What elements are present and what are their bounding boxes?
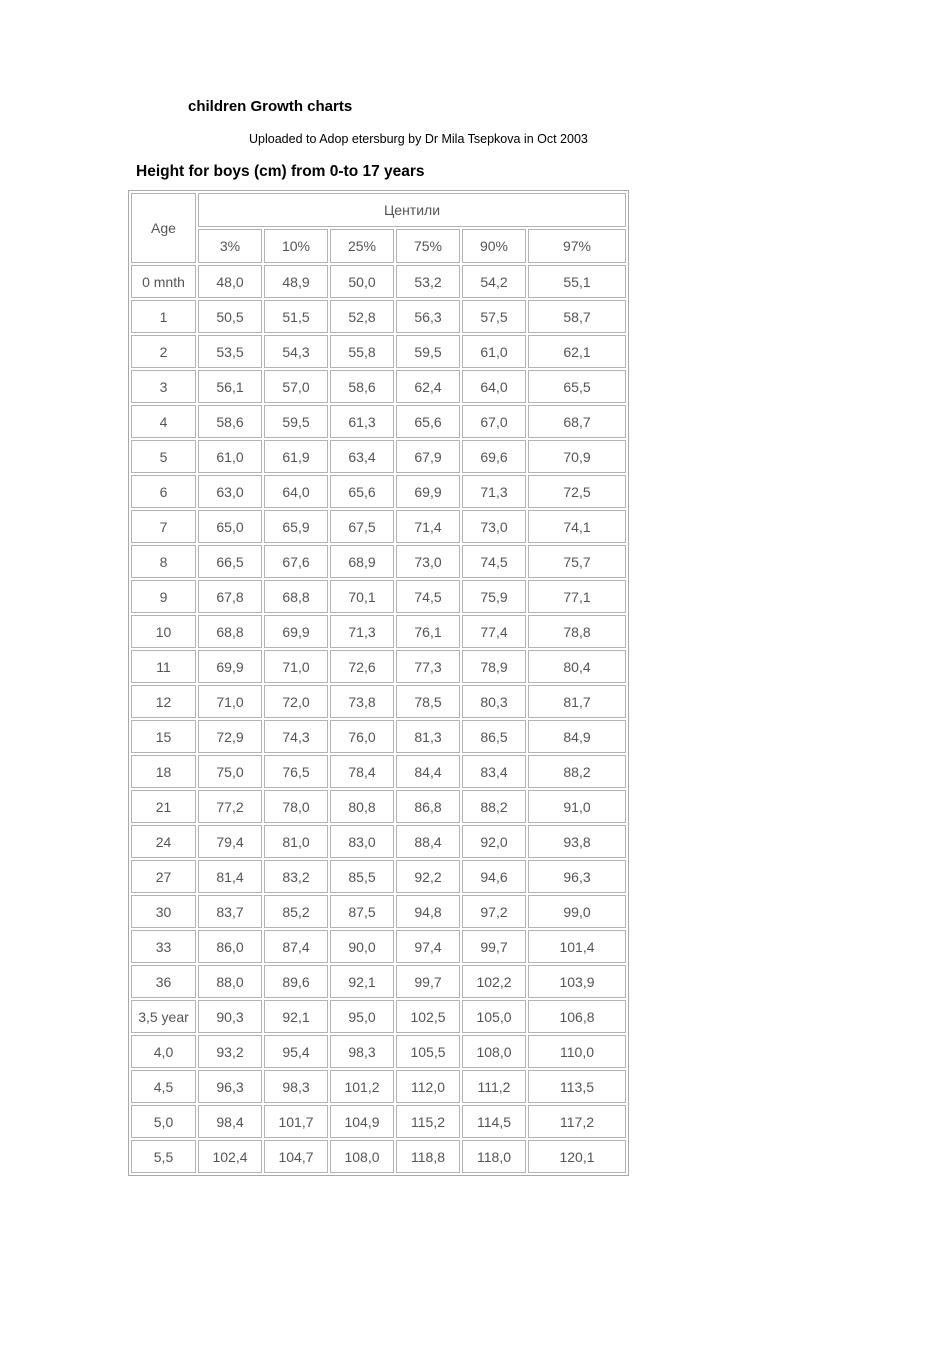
value-cell: 61,3 xyxy=(330,405,394,438)
value-cell: 59,5 xyxy=(396,335,460,368)
value-cell: 93,2 xyxy=(198,1035,262,1068)
age-cell: 4 xyxy=(131,405,196,438)
value-cell: 69,6 xyxy=(462,440,526,473)
table-row xyxy=(131,930,626,963)
value-cell: 70,1 xyxy=(330,580,394,613)
table-row xyxy=(131,475,626,508)
value-cell: 72,0 xyxy=(264,685,328,718)
value-cell: 85,5 xyxy=(330,860,394,893)
value-cell: 78,8 xyxy=(528,615,626,648)
value-cell: 85,2 xyxy=(264,895,328,928)
value-cell: 110,0 xyxy=(528,1035,626,1068)
value-cell: 90,3 xyxy=(198,1000,262,1033)
age-cell: 5,5 xyxy=(131,1140,196,1173)
value-cell: 101,4 xyxy=(528,930,626,963)
age-cell: 1 xyxy=(131,300,196,333)
value-cell: 62,4 xyxy=(396,370,460,403)
age-cell: 4,0 xyxy=(131,1035,196,1068)
value-cell: 68,7 xyxy=(528,405,626,438)
value-cell: 101,7 xyxy=(264,1105,328,1138)
value-cell: 72,5 xyxy=(528,475,626,508)
value-cell: 73,0 xyxy=(462,510,526,543)
age-cell: 15 xyxy=(131,720,196,753)
table-row xyxy=(131,335,626,368)
value-cell: 104,7 xyxy=(264,1140,328,1173)
value-cell: 57,0 xyxy=(264,370,328,403)
value-cell: 99,0 xyxy=(528,895,626,928)
table-row xyxy=(131,825,626,858)
age-cell: 12 xyxy=(131,685,196,718)
percentile-header: 75% xyxy=(396,229,460,263)
value-cell: 74,3 xyxy=(264,720,328,753)
age-cell: 5,0 xyxy=(131,1105,196,1138)
table-row xyxy=(131,580,626,613)
value-cell: 77,2 xyxy=(198,790,262,823)
value-cell: 73,0 xyxy=(396,545,460,578)
value-cell: 88,2 xyxy=(462,790,526,823)
value-cell: 69,9 xyxy=(264,615,328,648)
age-cell: 33 xyxy=(131,930,196,963)
value-cell: 51,5 xyxy=(264,300,328,333)
table-row xyxy=(131,300,626,333)
value-cell: 87,4 xyxy=(264,930,328,963)
value-cell: 80,8 xyxy=(330,790,394,823)
document-subtitle: Uploaded to Adop etersburg by Dr Mila Tsepkova in Oct 2003 xyxy=(249,132,588,146)
value-cell: 65,6 xyxy=(330,475,394,508)
value-cell: 98,3 xyxy=(264,1070,328,1103)
value-cell: 63,0 xyxy=(198,475,262,508)
table-row xyxy=(131,720,626,753)
value-cell: 57,5 xyxy=(462,300,526,333)
age-cell: 0 mnth xyxy=(131,265,196,298)
value-cell: 115,2 xyxy=(396,1105,460,1138)
age-cell: 3,5 year xyxy=(131,1000,196,1033)
value-cell: 93,8 xyxy=(528,825,626,858)
value-cell: 75,0 xyxy=(198,755,262,788)
value-cell: 78,9 xyxy=(462,650,526,683)
value-cell: 92,0 xyxy=(462,825,526,858)
value-cell: 79,4 xyxy=(198,825,262,858)
value-cell: 77,1 xyxy=(528,580,626,613)
percentile-header: 25% xyxy=(330,229,394,263)
value-cell: 95,4 xyxy=(264,1035,328,1068)
value-cell: 99,7 xyxy=(396,965,460,998)
age-cell: 30 xyxy=(131,895,196,928)
value-cell: 81,3 xyxy=(396,720,460,753)
value-cell: 104,9 xyxy=(330,1105,394,1138)
value-cell: 66,5 xyxy=(198,545,262,578)
value-cell: 63,4 xyxy=(330,440,394,473)
value-cell: 68,8 xyxy=(264,580,328,613)
value-cell: 90,0 xyxy=(330,930,394,963)
table-row xyxy=(131,405,626,438)
value-cell: 70,9 xyxy=(528,440,626,473)
value-cell: 71,0 xyxy=(264,650,328,683)
value-cell: 76,5 xyxy=(264,755,328,788)
value-cell: 62,1 xyxy=(528,335,626,368)
value-cell: 118,0 xyxy=(462,1140,526,1173)
value-cell: 78,0 xyxy=(264,790,328,823)
value-cell: 64,0 xyxy=(264,475,328,508)
value-cell: 83,0 xyxy=(330,825,394,858)
value-cell: 102,4 xyxy=(198,1140,262,1173)
value-cell: 92,2 xyxy=(396,860,460,893)
value-cell: 55,8 xyxy=(330,335,394,368)
age-cell: 7 xyxy=(131,510,196,543)
document-title: children Growth charts xyxy=(188,98,353,115)
value-cell: 76,0 xyxy=(330,720,394,753)
age-cell: 9 xyxy=(131,580,196,613)
value-cell: 67,5 xyxy=(330,510,394,543)
table-row xyxy=(131,370,626,403)
value-cell: 81,0 xyxy=(264,825,328,858)
value-cell: 69,9 xyxy=(396,475,460,508)
age-cell: 11 xyxy=(131,650,196,683)
value-cell: 61,9 xyxy=(264,440,328,473)
percentile-header: 90% xyxy=(462,229,526,263)
value-cell: 55,1 xyxy=(528,265,626,298)
value-cell: 65,0 xyxy=(198,510,262,543)
value-cell: 68,9 xyxy=(330,545,394,578)
value-cell: 98,4 xyxy=(198,1105,262,1138)
value-cell: 48,0 xyxy=(198,265,262,298)
value-cell: 91,0 xyxy=(528,790,626,823)
value-cell: 114,5 xyxy=(462,1105,526,1138)
age-cell: 27 xyxy=(131,860,196,893)
value-cell: 65,5 xyxy=(528,370,626,403)
table-row xyxy=(131,265,626,298)
value-cell: 61,0 xyxy=(198,440,262,473)
value-cell: 108,0 xyxy=(330,1140,394,1173)
header-row-group xyxy=(131,193,626,227)
value-cell: 92,1 xyxy=(330,965,394,998)
age-cell: 21 xyxy=(131,790,196,823)
value-cell: 111,2 xyxy=(462,1070,526,1103)
table-row xyxy=(131,895,626,928)
value-cell: 75,9 xyxy=(462,580,526,613)
value-cell: 65,6 xyxy=(396,405,460,438)
age-cell: 18 xyxy=(131,755,196,788)
value-cell: 74,5 xyxy=(462,545,526,578)
table-row xyxy=(131,1000,626,1033)
value-cell: 92,1 xyxy=(264,1000,328,1033)
value-cell: 78,5 xyxy=(396,685,460,718)
value-cell: 61,0 xyxy=(462,335,526,368)
value-cell: 105,5 xyxy=(396,1035,460,1068)
value-cell: 84,9 xyxy=(528,720,626,753)
value-cell: 71,0 xyxy=(198,685,262,718)
value-cell: 113,5 xyxy=(528,1070,626,1103)
value-cell: 97,4 xyxy=(396,930,460,963)
header-row-percentiles xyxy=(131,229,626,263)
value-cell: 99,7 xyxy=(462,930,526,963)
value-cell: 80,4 xyxy=(528,650,626,683)
value-cell: 112,0 xyxy=(396,1070,460,1103)
value-cell: 53,2 xyxy=(396,265,460,298)
value-cell: 81,7 xyxy=(528,685,626,718)
table-body xyxy=(131,265,626,1173)
value-cell: 48,9 xyxy=(264,265,328,298)
table-row xyxy=(131,685,626,718)
age-cell: 4,5 xyxy=(131,1070,196,1103)
value-cell: 65,9 xyxy=(264,510,328,543)
value-cell: 78,4 xyxy=(330,755,394,788)
value-cell: 84,4 xyxy=(396,755,460,788)
percentile-header: 97% xyxy=(528,229,626,263)
value-cell: 67,9 xyxy=(396,440,460,473)
table-row xyxy=(131,650,626,683)
value-cell: 108,0 xyxy=(462,1035,526,1068)
value-cell: 102,5 xyxy=(396,1000,460,1033)
value-cell: 71,3 xyxy=(462,475,526,508)
value-cell: 56,3 xyxy=(396,300,460,333)
value-cell: 106,8 xyxy=(528,1000,626,1033)
age-cell: 10 xyxy=(131,615,196,648)
value-cell: 58,6 xyxy=(330,370,394,403)
age-cell: 6 xyxy=(131,475,196,508)
value-cell: 73,8 xyxy=(330,685,394,718)
value-cell: 101,2 xyxy=(330,1070,394,1103)
value-cell: 94,8 xyxy=(396,895,460,928)
value-cell: 56,1 xyxy=(198,370,262,403)
value-cell: 76,1 xyxy=(396,615,460,648)
value-cell: 64,0 xyxy=(462,370,526,403)
value-cell: 86,5 xyxy=(462,720,526,753)
value-cell: 86,8 xyxy=(396,790,460,823)
table-row xyxy=(131,755,626,788)
value-cell: 117,2 xyxy=(528,1105,626,1138)
value-cell: 71,3 xyxy=(330,615,394,648)
value-cell: 96,3 xyxy=(528,860,626,893)
age-cell: 24 xyxy=(131,825,196,858)
value-cell: 75,7 xyxy=(528,545,626,578)
value-cell: 118,8 xyxy=(396,1140,460,1173)
value-cell: 67,8 xyxy=(198,580,262,613)
table-row xyxy=(131,615,626,648)
value-cell: 67,6 xyxy=(264,545,328,578)
value-cell: 68,8 xyxy=(198,615,262,648)
value-cell: 81,4 xyxy=(198,860,262,893)
value-cell: 74,1 xyxy=(528,510,626,543)
height-table xyxy=(128,190,629,1176)
value-cell: 98,3 xyxy=(330,1035,394,1068)
value-cell: 72,9 xyxy=(198,720,262,753)
value-cell: 103,9 xyxy=(528,965,626,998)
value-cell: 88,0 xyxy=(198,965,262,998)
value-cell: 102,2 xyxy=(462,965,526,998)
age-cell: 36 xyxy=(131,965,196,998)
table-row xyxy=(131,860,626,893)
value-cell: 86,0 xyxy=(198,930,262,963)
value-cell: 50,0 xyxy=(330,265,394,298)
percentile-header: 10% xyxy=(264,229,328,263)
value-cell: 80,3 xyxy=(462,685,526,718)
table-row xyxy=(131,510,626,543)
value-cell: 53,5 xyxy=(198,335,262,368)
table-row xyxy=(131,1140,626,1173)
value-cell: 52,8 xyxy=(330,300,394,333)
value-cell: 59,5 xyxy=(264,405,328,438)
value-cell: 97,2 xyxy=(462,895,526,928)
value-cell: 58,7 xyxy=(528,300,626,333)
value-cell: 69,9 xyxy=(198,650,262,683)
table-row xyxy=(131,545,626,578)
table-row xyxy=(131,1105,626,1138)
value-cell: 89,6 xyxy=(264,965,328,998)
value-cell: 58,6 xyxy=(198,405,262,438)
value-cell: 67,0 xyxy=(462,405,526,438)
value-cell: 83,2 xyxy=(264,860,328,893)
table-row xyxy=(131,965,626,998)
value-cell: 105,0 xyxy=(462,1000,526,1033)
table-row xyxy=(131,1070,626,1103)
value-cell: 87,5 xyxy=(330,895,394,928)
value-cell: 83,4 xyxy=(462,755,526,788)
table-header xyxy=(131,193,626,263)
table-row xyxy=(131,790,626,823)
age-header: Age xyxy=(131,193,196,263)
value-cell: 88,2 xyxy=(528,755,626,788)
table-heading: Height for boys (cm) from 0-to 17 years xyxy=(136,163,425,180)
value-cell: 54,2 xyxy=(462,265,526,298)
age-cell: 3 xyxy=(131,370,196,403)
table-row xyxy=(131,1035,626,1068)
value-cell: 94,6 xyxy=(462,860,526,893)
value-cell: 72,6 xyxy=(330,650,394,683)
percentile-header: 3% xyxy=(198,229,262,263)
table-row xyxy=(131,440,626,473)
value-cell: 77,4 xyxy=(462,615,526,648)
age-cell: 2 xyxy=(131,335,196,368)
value-cell: 77,3 xyxy=(396,650,460,683)
age-cell: 5 xyxy=(131,440,196,473)
value-cell: 71,4 xyxy=(396,510,460,543)
value-cell: 88,4 xyxy=(396,825,460,858)
value-cell: 120,1 xyxy=(528,1140,626,1173)
value-cell: 74,5 xyxy=(396,580,460,613)
value-cell: 83,7 xyxy=(198,895,262,928)
value-cell: 96,3 xyxy=(198,1070,262,1103)
value-cell: 50,5 xyxy=(198,300,262,333)
value-cell: 54,3 xyxy=(264,335,328,368)
value-cell: 95,0 xyxy=(330,1000,394,1033)
percentile-group-header: Центили xyxy=(198,193,626,227)
age-cell: 8 xyxy=(131,545,196,578)
